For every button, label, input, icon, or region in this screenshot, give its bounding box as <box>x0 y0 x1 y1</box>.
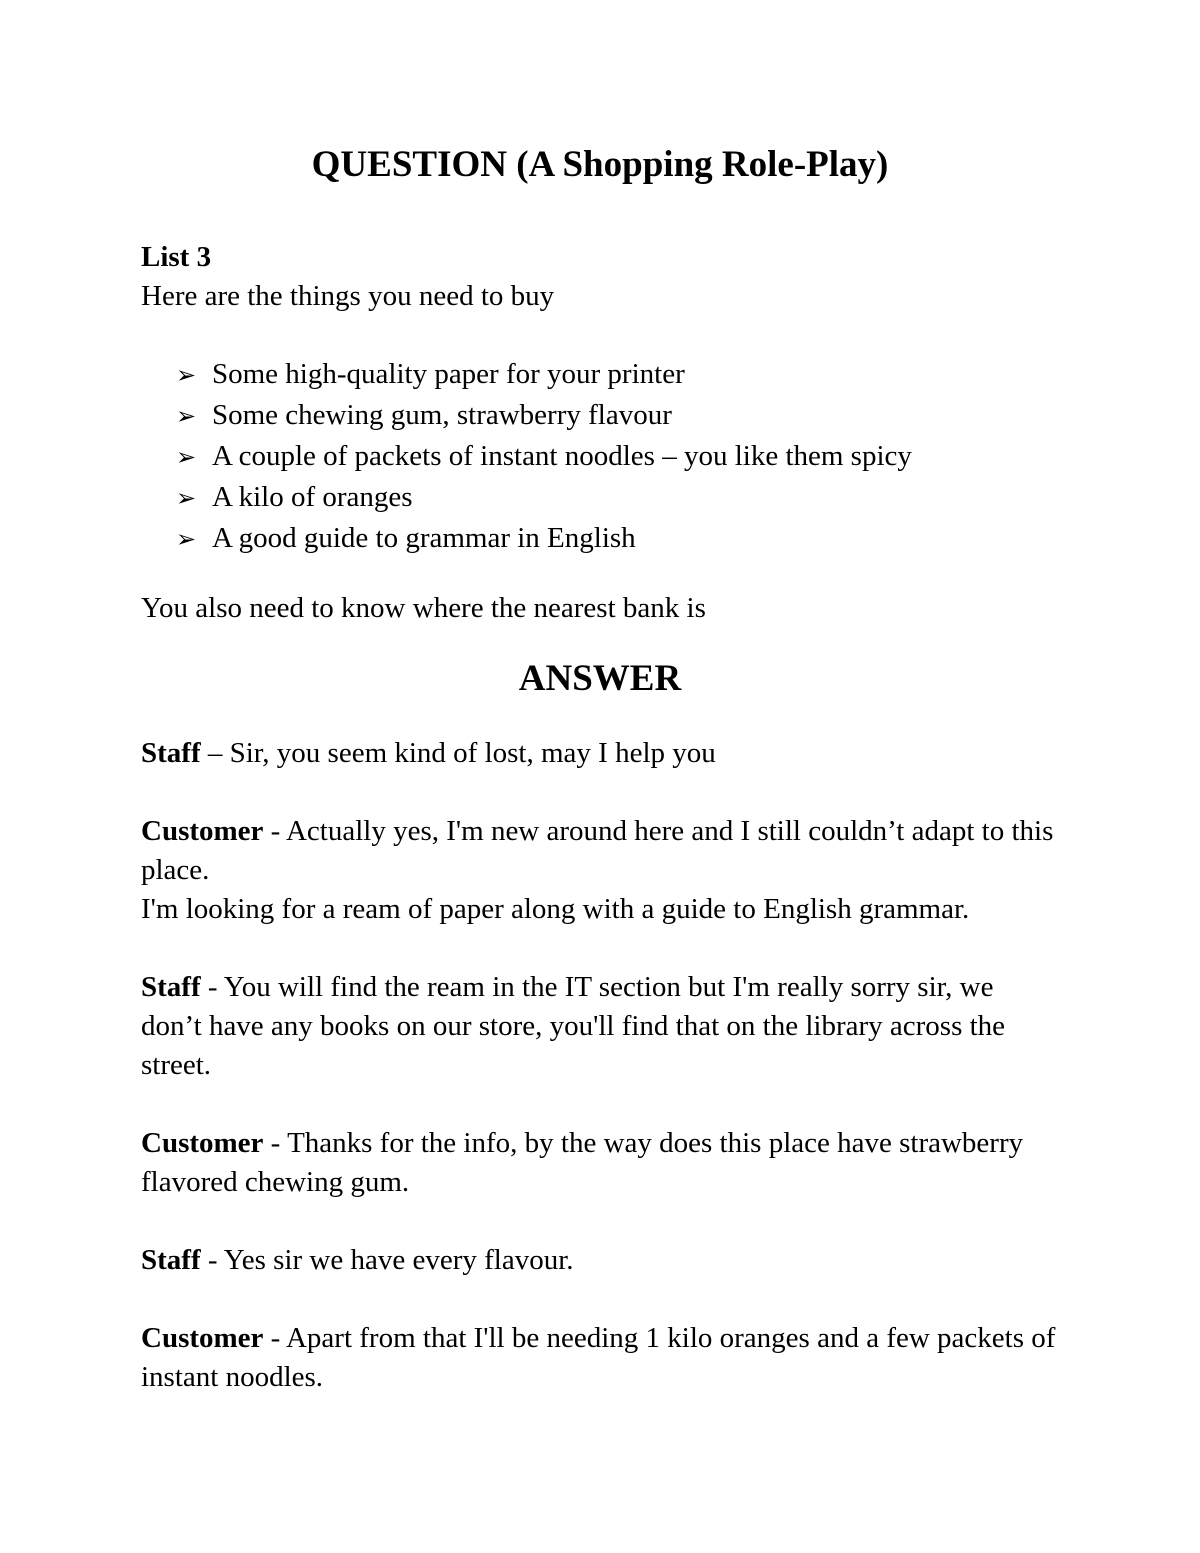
list-item-text: A good guide to grammar in English <box>212 522 636 554</box>
list-item-text: Some chewing gum, strawberry flavour <box>212 399 672 431</box>
list-item-text: A kilo of oranges <box>212 481 413 513</box>
arrowhead-bullet-icon: ➢ <box>176 486 197 512</box>
speaker-name: Customer <box>141 815 264 847</box>
dialogue-line <box>141 1241 1061 1280</box>
dialogue-text: Sir, you seem kind of lost, may I help you <box>229 737 716 769</box>
speaker-name: Customer <box>141 1127 264 1159</box>
speaker-separator: – <box>200 737 230 769</box>
arrowhead-bullet-icon: ➢ <box>176 445 197 471</box>
speaker-separator: - <box>263 815 286 847</box>
arrowhead-bullet-icon: ➢ <box>176 363 197 389</box>
dialogue-text: Thanks for the info, by the way does this place have strawberry flavored chewing gum. <box>141 1127 1024 1198</box>
list-item <box>176 519 912 560</box>
dialogue-text: Yes sir we have every flavour. <box>223 1244 574 1276</box>
speaker-name: Customer <box>141 1322 264 1354</box>
speaker-separator: - <box>200 971 224 1003</box>
arrowhead-bullet-icon: ➢ <box>176 404 197 430</box>
list-item <box>176 355 912 396</box>
bank-note: You also need to know where the nearest bank is <box>141 592 706 624</box>
list-item <box>176 478 912 519</box>
speaker-separator: - <box>263 1127 288 1159</box>
dialogue-line <box>141 812 1061 929</box>
dialogue-line <box>141 968 1061 1085</box>
question-title: QUESTION (A Shopping Role-Play) <box>311 144 889 185</box>
arrowhead-bullet-icon: ➢ <box>176 527 197 553</box>
speaker-name: Staff <box>141 1244 201 1276</box>
dialogue-line <box>141 1319 1061 1397</box>
dialogue-text: You will find the ream in the IT section but I'm really sorry sir, we don’t have any books on our store, you'll find that on the library across the street. <box>141 971 1006 1081</box>
dialogue-line <box>141 734 1061 773</box>
list-item <box>176 396 912 437</box>
dialogue-text: Apart from that I'll be needing 1 kilo oranges and a few packets of instant noodles. <box>141 1322 1056 1393</box>
answer-title: ANSWER <box>518 658 682 699</box>
dialogue-text: Actually yes, I'm new around here and I still couldn’t adapt to this place. <box>141 815 1054 886</box>
speaker-name: Staff <box>141 737 201 769</box>
list-item-text: Some high-quality paper for your printer <box>212 358 685 390</box>
intro-text: Here are the things you need to buy <box>141 280 555 312</box>
shopping-list <box>176 355 912 560</box>
speaker-separator: - <box>263 1322 286 1354</box>
speaker-name: Staff <box>141 971 201 1003</box>
list-item-text: A couple of packets of instant noodles – you like them spicy <box>212 440 912 472</box>
list-item <box>176 437 912 478</box>
dialogue-text-continued: I'm looking for a ream of paper along with a guide to English grammar. <box>141 893 970 925</box>
dialogue-line <box>141 1124 1061 1202</box>
list-heading: List 3 <box>141 241 212 273</box>
speaker-separator: - <box>200 1244 224 1276</box>
